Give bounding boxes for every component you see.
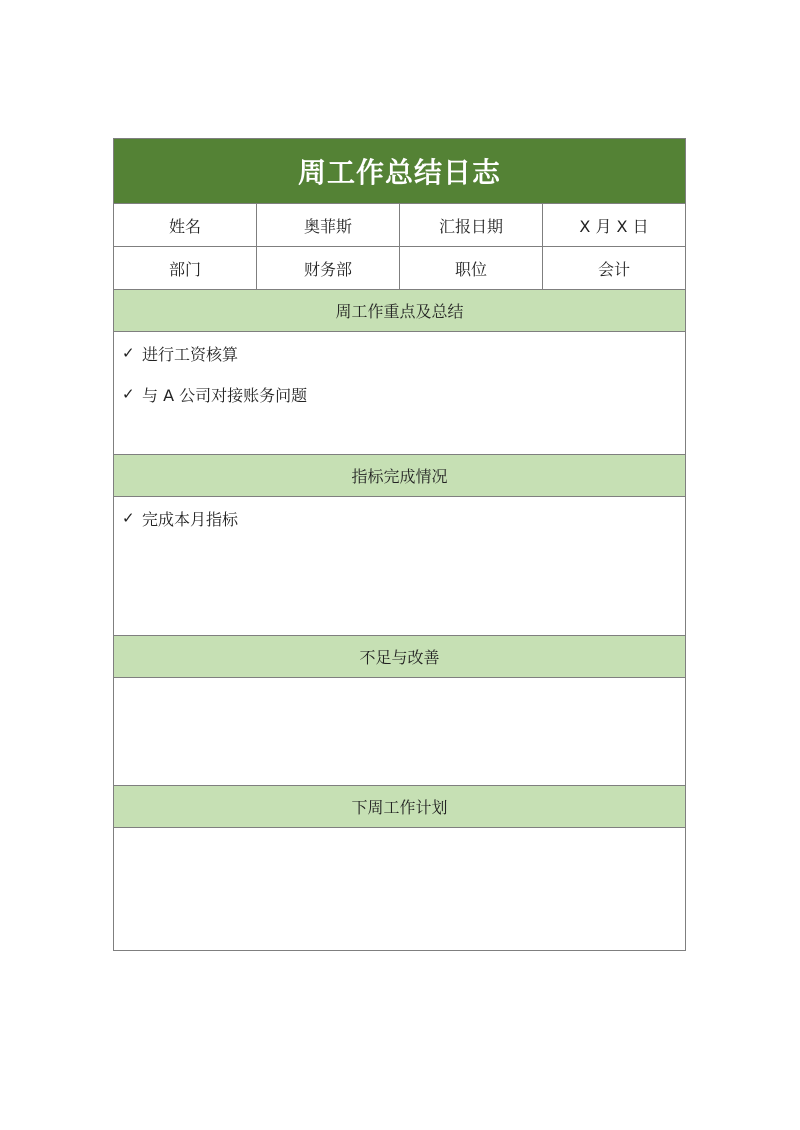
info-row-2 xyxy=(114,247,685,290)
list-item-text: 与 A 公司对接账务问题 xyxy=(142,385,308,405)
list-item xyxy=(114,342,685,364)
name-label: 姓名 xyxy=(114,204,257,246)
checkmark-icon: ✓ xyxy=(122,344,135,362)
section-header-weekly-focus: 周工作重点及总结 xyxy=(114,290,685,332)
department-value: 财务部 xyxy=(257,247,400,289)
position-label: 职位 xyxy=(400,247,543,289)
section-body-shortcomings xyxy=(114,678,685,786)
section-body-weekly-focus xyxy=(114,332,685,455)
department-label: 部门 xyxy=(114,247,257,289)
list-item xyxy=(114,383,685,405)
section-header-shortcomings: 不足与改善 xyxy=(114,636,685,678)
checkmark-icon: ✓ xyxy=(122,385,135,403)
list-item xyxy=(114,507,685,529)
report-date-value: X 月 X 日 xyxy=(579,216,649,236)
position-value: 会计 xyxy=(597,259,630,279)
section-header-next-week-plan: 下周工作计划 xyxy=(114,786,685,828)
form-title: 周工作总结日志 xyxy=(114,139,685,204)
report-date-label: 汇报日期 xyxy=(400,204,543,246)
weekly-summary-form xyxy=(113,138,686,951)
info-row-1 xyxy=(114,204,685,247)
section-body-indicator-completion xyxy=(114,497,685,636)
checkmark-icon: ✓ xyxy=(122,509,135,527)
list-item-text: 进行工资核算 xyxy=(142,344,239,364)
section-body-next-week-plan xyxy=(114,828,685,950)
name-value: 奥菲斯 xyxy=(257,204,400,246)
section-header-indicator-completion: 指标完成情况 xyxy=(114,455,685,497)
list-item-text: 完成本月指标 xyxy=(142,509,239,529)
